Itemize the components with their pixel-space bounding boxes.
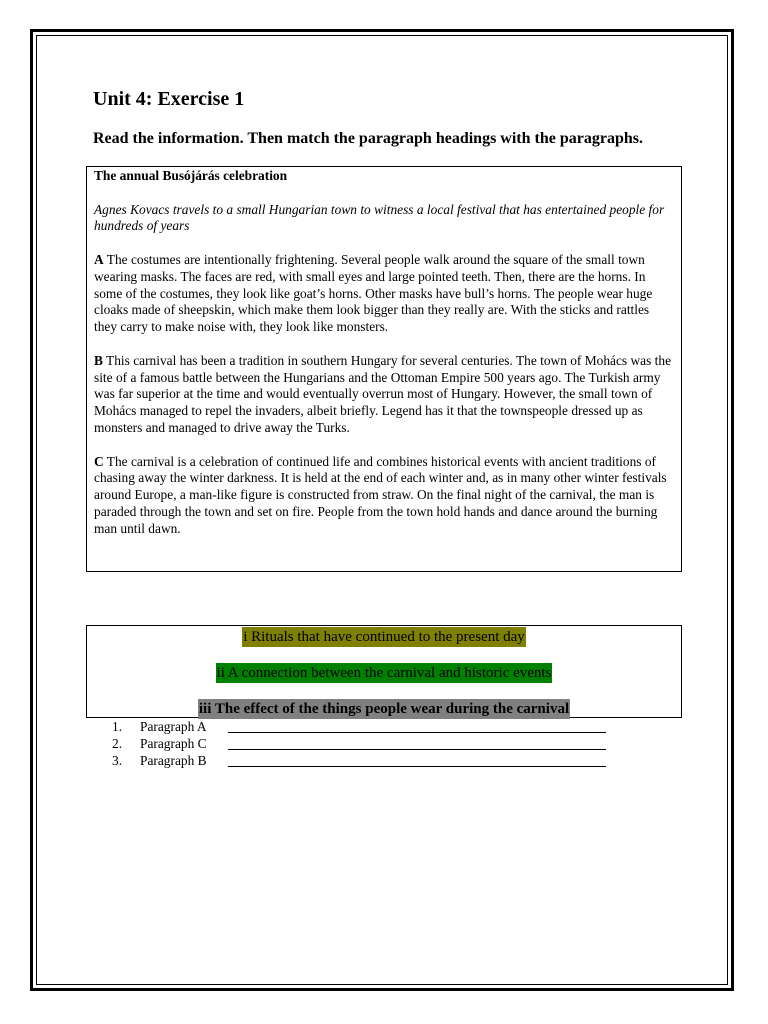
answer-row	[112, 718, 606, 735]
heading-option-ii	[87, 663, 681, 683]
heading-option-i	[87, 627, 681, 647]
answer-label: Paragraph A	[140, 719, 207, 734]
paragraph-a	[94, 252, 674, 336]
reading-title: The annual Busójárás celebration	[94, 168, 288, 183]
answer-number: 1.	[112, 719, 123, 734]
answer-number: 2.	[112, 736, 123, 751]
answer-label: Paragraph B	[140, 753, 207, 768]
answer-row	[112, 735, 606, 752]
paragraph-text: This carnival has been a tradition in southern Hungary for several centuries. The town of Mohács was the site of a famous battle between the Hungarians and the Ottoman Empire 500 years ago. The Turkish army was far superior at the time and would eventually overrun most of Hungary. However, the small town of Mohács managed to repel the invaders, albeit briefly. Legend has it that the townspeople dressed up as monsters and managed to drive away the Turks.	[94, 352, 672, 435]
paragraph-letter: C	[94, 453, 104, 469]
paragraph-text: The carnival is a celebration of continued life and combines historical events with ancient traditions of chasing away the winter darkness. It is held at the end of each winter and, as in many other winter festivals around Europe, a man-like figure is constructed from straw. On the final night of the carnival, the man is paraded through the town and set on fire. People from the town hold hands and dance around the burning man until dawn.	[94, 453, 667, 536]
answer-list	[112, 718, 606, 769]
heading-text: i Rituals that have continued to the present day	[243, 629, 525, 645]
paragraph-letter: A	[94, 251, 104, 267]
paragraph-c	[94, 454, 674, 538]
reading-passage-box	[86, 166, 682, 572]
paragraph-b	[94, 353, 674, 437]
paragraph-letter: B	[94, 352, 103, 368]
heading-option-iii	[87, 699, 681, 719]
paragraph-text: The costumes are intentionally frightening. Several people walk around the square of the small town wearing masks. The faces are red, with small eyes and large pointed teeth. Then, there are the horns. In some of the costumes, they look like goat’s horns. Other masks have bull’s horns. The people wear huge cloaks made of sheepskin, which make them look bigger than they really are. With the sticks and rattles they carry to make noise with, they look like monsters.	[94, 251, 653, 335]
heading-text: iii The effect of the things people wear during the carnival	[198, 701, 570, 717]
answer-number: 3.	[112, 753, 123, 768]
answer-blank-line[interactable]	[228, 720, 606, 733]
headings-box	[86, 625, 682, 718]
answer-label: Paragraph C	[140, 736, 207, 751]
answer-blank-line[interactable]	[228, 754, 606, 767]
heading-text: ii A connection between the carnival and historic events	[216, 665, 552, 681]
answer-blank-line[interactable]	[228, 737, 606, 750]
reading-intro: Agnes Kovacs travels to a small Hungarian town to witness a local festival that has entertained people for hundreds of years	[94, 201, 665, 234]
answer-row	[112, 752, 606, 769]
page-title: Unit 4: Exercise 1	[93, 88, 245, 110]
instruction-text: Read the information. Then match the paragraph headings with the paragraphs.	[93, 130, 643, 147]
